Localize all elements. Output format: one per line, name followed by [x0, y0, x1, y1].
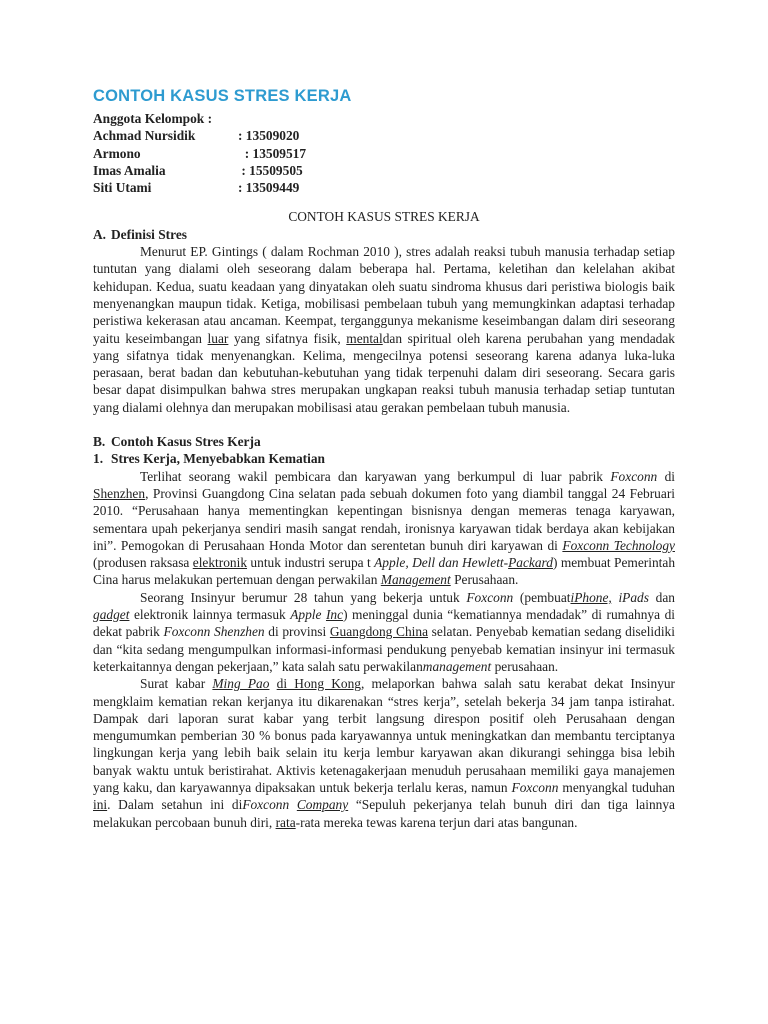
- styled-text-run: Foxconn: [610, 468, 658, 484]
- text-run: Perusahaan.: [450, 572, 519, 588]
- text-run: Surat kabar: [140, 676, 213, 692]
- styled-text-run: luar: [207, 330, 229, 346]
- member-nim: : 13509517: [238, 145, 307, 161]
- paragraph-foxconn-3: [93, 675, 675, 831]
- styled-text-run: mental: [346, 330, 383, 346]
- member-row: [93, 145, 675, 162]
- text-run: -rata mereka tewas karena terjun dari atas bangunan.: [295, 814, 578, 830]
- member-row: [93, 179, 675, 196]
- text-run: (produsen raksasa: [93, 555, 193, 571]
- text-run: dan spiritual oleh karena perubahan yang mendadak yang sifatnya tidak menyenangkan. Kelima, mengecilnya potensi seseorang karena adanya luka-luka perasaan, berat badan dan kebutuhan-kebutuhan yang tidak terpenuhi dalam diri seseorang. Secara garis besar dapat disimpulkan bahwa stres merupakan ungkapan reaksi tubuh manusia terhadap setiap tuntutan yang dialami olehnya dan merupakan mobilisasi atau gerakan pembelaan tubuh manusia.: [93, 330, 675, 415]
- styled-text-run: Apple: [290, 607, 326, 623]
- text-run: di: [657, 468, 675, 484]
- member-list: [93, 110, 675, 196]
- styled-text-run: rata: [275, 814, 296, 830]
- text-run: di provinsi: [264, 624, 330, 640]
- section-title: Definisi Stres: [111, 226, 188, 242]
- styled-text-run: management: [422, 658, 492, 674]
- members-label: Anggota Kelompok :: [93, 111, 213, 126]
- styled-text-run: Foxconn Technology: [562, 537, 675, 553]
- member-nim: : 15509505: [238, 162, 303, 178]
- text-run: Terlihat seorang wakil pembicara dan karyawan yang berkumpul di luar pabrik: [140, 468, 611, 484]
- subsection-title: Stres Kerja, Menyebabkan Kematian: [111, 451, 325, 467]
- styled-text-run: Foxconn Shenzhen: [163, 624, 265, 640]
- paragraph-foxconn-1: [93, 468, 675, 589]
- section-heading-a: [93, 226, 675, 243]
- member-name: Imas Amalia: [93, 162, 166, 178]
- text-run: Menurut EP. Gintings ( dalam Rochman 2010 ), stres adalah reaksi tubuh manusia terhadap setiap tuntutan yang dialami oleh seseorang dalam beberapa hal. Pertama, keletihan dan kelelahan akibat kehidupan. Kedua, suatu keadaan yang dinyatakan oleh suatu sindroma khusus dari peristiwa biologis baik menyenangkan maupun tidak. Ketiga, mobilisasi pembelaan tubuh yang memungkinkan adaptasi terhadap peristiwa kekerasan atau ancaman. Keempat, terganggunya mekanisme keseimbangan dalam diri seseorang yaitu keseimbangan: [93, 244, 675, 346]
- styled-text-run: Company: [296, 797, 349, 813]
- text-run: elektronik lainnya termasuk: [129, 607, 291, 623]
- styled-text-run: elektronik: [192, 555, 248, 571]
- styled-text-run: iPhone,: [570, 589, 612, 605]
- text-run: dan: [648, 589, 675, 605]
- text-run: untuk industri serupa t: [247, 555, 375, 571]
- section-heading-b: [93, 433, 675, 450]
- text-run: (pembuat: [513, 589, 571, 605]
- styled-text-run: iPads: [618, 589, 649, 605]
- text-run: , Provinsi Guangdong Cina selatan pada sebuah dokumen foto yang diambil tanggal 24 Februari 2010. “Perusahaan hanya mementingkan kepentingan bisnisnya dengan memeras tenaga karyawan, sementara upah pekerjanya sendiri masih sangat rendah, ironisnya karyawan tidak berdaya akan kebijakan ini”. Pemogokan di Perusahaan Honda Motor dan serentetan bunuh diri karyawan di: [93, 485, 675, 553]
- styled-text-run: di Hong Kong: [276, 676, 361, 692]
- member-name: Achmad Nursidik: [93, 128, 196, 144]
- styled-text-run: gadget: [93, 607, 130, 623]
- styled-text-run: Management: [380, 572, 451, 588]
- subsection-heading-1: [93, 450, 675, 467]
- styled-text-run: Shenzhen: [93, 485, 146, 501]
- text-run: ) membuat Pemerintah Cina harus melakukan pertemuan dengan perwakilan: [93, 555, 675, 588]
- text-run: . Dalam setahun ini di: [107, 797, 243, 813]
- member-name: Armono: [93, 145, 141, 161]
- spacer: [93, 416, 675, 433]
- subsection-number: 1.: [93, 451, 104, 467]
- section-number: B.: [93, 434, 106, 450]
- styled-text-run: Inc: [325, 607, 344, 623]
- text-run: Seorang Insinyur berumur 28 tahun yang bekerja untuk: [140, 589, 467, 605]
- text-run: menyangkal tuduhan: [558, 779, 675, 795]
- document-page: [93, 86, 675, 1016]
- section-number: A.: [93, 226, 107, 242]
- text-run: , melaporkan bahwa salah satu kerabat dekat Insinyur mengklaim kematian rekan kerjanya itu dikarenakan “stres kerja”, setelah bekerja 34 jam tanpa istirahat. Dampak dari laporan surat kabar yang terbit langsung direspon positif oleh Perusahaan dengan mengumumkan pemberian 30 % bonus pada karyawannya untuk meningkatkan dan membantu terciptanya lingkungan kerja yang lebih baik selain itu kerja lembur karyawan akan dikurangi sehingga bisa lebih banyak waktu untuk beristirahat. Aktivis ketenagakerjaan menuduh perusahaan memiliki gaya manajemen yang kaku, dan karyawannya dipaksakan untuk bekerja terlalu keras, namun: [93, 676, 675, 795]
- center-title: CONTOH KASUS STRES KERJA: [288, 209, 480, 225]
- member-nim: : 13509449: [238, 180, 300, 196]
- text-run: yang sifatnya fisik,: [228, 330, 347, 346]
- section-title: Contoh Kasus Stres Kerja: [111, 434, 261, 450]
- styled-text-run: Foxconn: [511, 779, 559, 795]
- text-run: perusahaan.: [491, 658, 559, 674]
- styled-text-run: Guangdong China: [329, 624, 429, 640]
- text-run: “Sepuluh pekerjanya telah bunuh diri dan tiga lainnya melakukan percobaan bunuh diri,: [93, 797, 675, 830]
- text-run: [269, 676, 276, 691]
- styled-text-run: Foxconn: [242, 797, 297, 813]
- paragraph-definisi: [93, 243, 675, 416]
- text-run: selatan. Penyebab kematian sedang diselidiki dan “kita sedang mengumpulkan informasi-informasi pendukung penyebab kematian insinyur ini termasuk keterkaitannya dengan pekerjaan,” kata salah satu perwakilan: [93, 624, 675, 674]
- member-nim: : 13509020: [238, 128, 300, 144]
- paragraph-foxconn-2: [93, 589, 675, 675]
- styled-text-run: Apple, Dell dan Hewlett-: [374, 555, 509, 571]
- member-row: [93, 127, 675, 144]
- member-name: Siti Utami: [93, 180, 152, 196]
- styled-text-run: Foxconn: [466, 589, 514, 605]
- text-run: ) meninggal dunia “kematiannya mendadak” di rumahnya di dekat pabrik: [93, 607, 675, 640]
- styled-text-run: Packard: [508, 555, 553, 571]
- styled-text-run: Ming Pao: [212, 676, 270, 692]
- document-title: CONTOH KASUS STRES KERJA: [93, 87, 352, 105]
- member-row: [93, 162, 675, 179]
- styled-text-run: ini: [93, 797, 108, 813]
